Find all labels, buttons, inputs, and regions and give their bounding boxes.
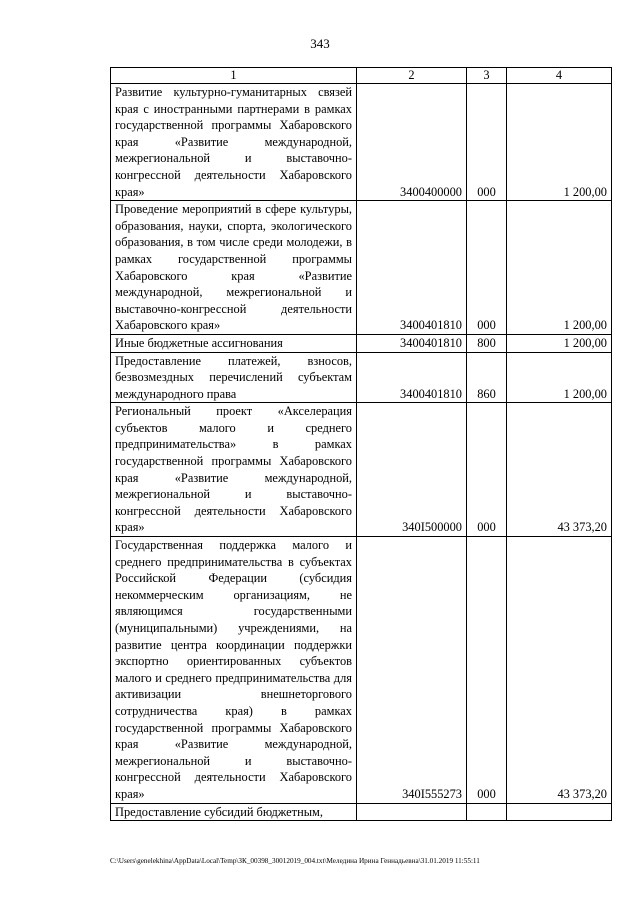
file-path-footer: C:\Users\genelekhina\AppData\Local\Temp\ЗК_00398_30012019_004.txt\Меледина Ирина Геннадьевна\31.01.2019 11:55:11 (110, 857, 480, 865)
table-row (111, 352, 612, 403)
row-expense-type: 000 (467, 403, 507, 537)
row-description: Предоставление субсидий бюджетным, (111, 803, 357, 821)
row-amount: 1 200,00 (507, 334, 612, 352)
table-row (111, 537, 612, 804)
row-target-code: 340I500000 (357, 403, 467, 537)
row-description: Предоставление платежей, взносов, безвозмездных перечислений субъектам международного права (111, 352, 357, 403)
table-row (111, 803, 612, 821)
row-target-code: 3400401810 (357, 352, 467, 403)
table-row (111, 403, 612, 537)
row-amount (507, 803, 612, 821)
budget-table (110, 67, 612, 821)
row-description: Проведение мероприятий в сфере культуры, образования, науки, спорта, экологического образования, в том числе среди молодежи, в рамках государственной программы Хабаровского края «Развитие международной, межрегиональной и выставочно-конгрессной деятельности Хабаровского края» (111, 201, 357, 335)
row-amount: 1 200,00 (507, 84, 612, 201)
column-header-1: 1 (111, 68, 357, 84)
table-header-row (111, 68, 612, 84)
row-target-code: 3400401810 (357, 334, 467, 352)
row-target-code (357, 803, 467, 821)
row-target-code: 340I555273 (357, 537, 467, 804)
row-target-code: 3400401810 (357, 201, 467, 335)
row-expense-type: 800 (467, 334, 507, 352)
row-amount: 1 200,00 (507, 352, 612, 403)
column-header-4: 4 (507, 68, 612, 84)
page-number: 343 (310, 36, 330, 51)
row-expense-type: 860 (467, 352, 507, 403)
row-expense-type: 000 (467, 201, 507, 335)
column-header-2: 2 (357, 68, 467, 84)
table-row (111, 334, 612, 352)
row-description: Государственная поддержка малого и среднего предпринимательства в субъектах Российской Федерации (субсидия некоммерческим организациям, не являющимся государственными (муниципальными) учреждениями, на развитие центра координации поддержки экспортно ориентированных субъектов малого и среднего предпринимательства для активизации внешнеторгового сотрудничества края) в рамках государственной программы Хабаровского края «Развитие международной, межрегиональной и выставочно-конгрессной деятельности Хабаровского края» (111, 537, 357, 804)
row-amount: 1 200,00 (507, 201, 612, 335)
row-target-code: 3400400000 (357, 84, 467, 201)
table-row (111, 201, 612, 335)
row-amount: 43 373,20 (507, 403, 612, 537)
row-description: Развитие культурно-гуманитарных связей края с иностранными партнерами в рамках государственной программы Хабаровского края «Развитие международной, межрегиональной и выставочно-конгрессной деятельности Хабаровского края» (111, 84, 357, 201)
row-expense-type: 000 (467, 84, 507, 201)
row-description: Региональный проект «Акселерация субъектов малого и среднего предпринимательства» в рамках государственной программы Хабаровского края «Развитие международной, межрегиональной и выставочно-конгрессной деятельности Хабаровского края» (111, 403, 357, 537)
column-header-3: 3 (467, 68, 507, 84)
row-expense-type: 000 (467, 537, 507, 804)
table-row (111, 84, 612, 201)
row-description: Иные бюджетные ассигнования (111, 334, 357, 352)
row-expense-type (467, 803, 507, 821)
row-amount: 43 373,20 (507, 537, 612, 804)
